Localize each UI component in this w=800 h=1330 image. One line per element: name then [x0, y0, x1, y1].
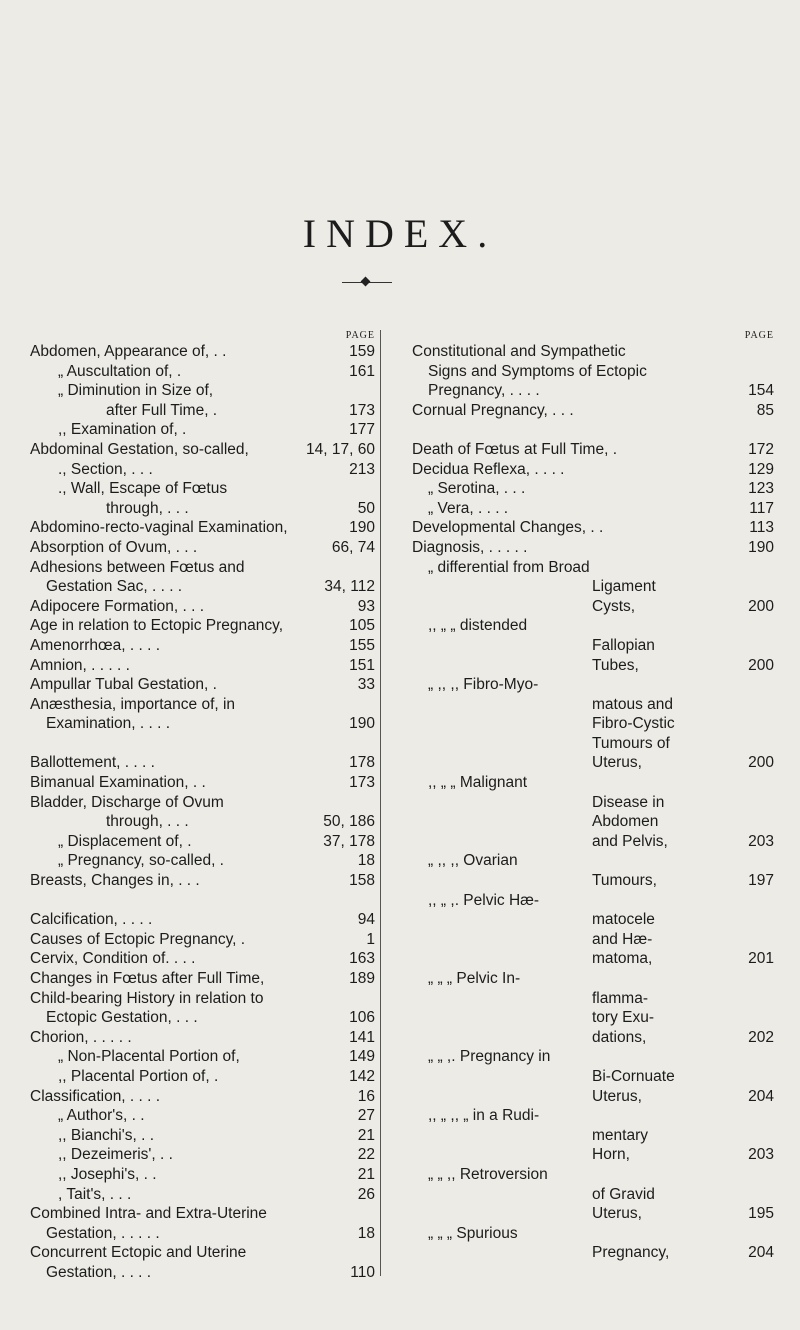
index-entry	[412, 949, 774, 969]
index-entry	[412, 910, 774, 930]
index-entry	[30, 1165, 375, 1185]
index-entry-page: 1	[366, 930, 375, 948]
index-entry-text: „ differential from Broad	[428, 558, 590, 576]
index-entry-text: Horn,	[592, 1146, 630, 1164]
index-entry	[412, 695, 774, 715]
index-entry-page: 163	[349, 950, 375, 968]
index-entry	[30, 1047, 375, 1067]
index-entry	[30, 695, 375, 715]
index-entry	[30, 1185, 375, 1205]
index-entry	[412, 460, 774, 480]
index-entry	[30, 930, 375, 950]
index-entry-text: Concurrent Ectopic and Uterine	[30, 1244, 247, 1262]
index-entry-text: „ „ ,, Retroversion	[428, 1165, 548, 1183]
index-entry-text: Abdominal Gestation, so-called,	[30, 440, 249, 458]
index-entry	[30, 1126, 375, 1146]
index-entry-page: 94	[357, 911, 375, 929]
index-entry-text: „ Serotina, . . .	[428, 480, 526, 498]
index-entry-text: ,, „ „ distended	[428, 617, 528, 635]
index-entry-text: Gestation Sac, . . . .	[46, 578, 183, 596]
index-entry-text: Changes in Fœtus after Full Time,	[30, 970, 265, 987]
index-entry	[30, 1087, 375, 1107]
index-entry	[412, 1185, 774, 1205]
index-entry	[30, 734, 375, 754]
index-entry-text: „ Displacement of, .	[58, 832, 192, 850]
index-entry-page: 149	[349, 1048, 375, 1066]
index-entry-page: 21	[357, 1165, 375, 1183]
index-entry-page: 18	[357, 1224, 375, 1242]
index-entry-text: mentary	[592, 1126, 648, 1144]
index-entry-text: Pregnancy,	[592, 1244, 670, 1262]
index-entry-page: 190	[349, 519, 375, 537]
index-entry-page: 21	[357, 1126, 375, 1144]
index-entry	[412, 420, 774, 440]
index-entry	[412, 381, 774, 401]
index-entry-page: 113	[749, 519, 774, 537]
index-entry-page: 85	[756, 401, 774, 419]
index-entry-text: matous and	[592, 695, 673, 713]
index-entry-text: ,, Josephi's, . .	[58, 1165, 157, 1183]
index-entry-page: 155	[349, 636, 375, 654]
index-entry	[30, 891, 375, 911]
index-entry-text: Combined Intra- and Extra-Uterine	[30, 1205, 267, 1223]
index-entry	[412, 636, 774, 656]
index-entry-text: Gestation, . . . .	[46, 1263, 152, 1281]
page-column-label: PAGE	[345, 330, 375, 341]
index-entry	[30, 1224, 375, 1244]
index-entry-page: 33	[357, 676, 375, 694]
index-entry-page: 161	[349, 362, 375, 380]
index-entry	[30, 499, 375, 519]
index-entry-text: ., Section, . . .	[58, 460, 153, 478]
index-entry	[30, 989, 375, 1009]
index-entry-text: „ Pregnancy, so-called, .	[58, 852, 224, 870]
index-entry	[30, 871, 375, 891]
index-entry-page: 141	[349, 1028, 375, 1046]
index-entry-text: Causes of Ectopic Pregnancy, .	[30, 930, 246, 948]
index-entry-page: 151	[349, 656, 375, 674]
index-entry-text: ,, Placental Portion of, .	[58, 1067, 219, 1085]
index-entry-text: „ ,, ,, Fibro-Myo-	[428, 676, 539, 694]
index-entry-text: „ „ ,. Pregnancy in	[428, 1048, 551, 1066]
index-entry	[30, 851, 375, 871]
index-entry-page: 159	[349, 343, 375, 360]
index-entry-page: 50	[357, 499, 375, 517]
index-entry-text: ,, Examination of, .	[58, 421, 187, 439]
index-entry-text: Constitutional and Sympathetic	[412, 343, 626, 360]
index-entry	[30, 401, 375, 421]
index-entry-text: Child-bearing History in relation to	[30, 989, 264, 1007]
index-entry	[30, 1008, 375, 1028]
index-entry-text: and Hæ-	[592, 930, 653, 948]
index-entry	[30, 577, 375, 597]
index-entry-text: Ligament	[592, 578, 656, 596]
index-entry-page: 22	[357, 1146, 375, 1164]
index-entry	[30, 636, 375, 656]
index-entry-text: Bladder, Discharge of Ovum	[30, 793, 224, 811]
index-entry	[30, 753, 375, 773]
index-entry	[30, 538, 375, 558]
index-entry-page: 14, 17, 60	[306, 440, 375, 458]
index-entry	[30, 1028, 375, 1048]
index-entry-page: 213	[349, 460, 375, 478]
index-entry-page: 200	[748, 754, 774, 772]
index-entry	[30, 812, 375, 832]
index-entry	[412, 558, 774, 578]
index-entry-page: 18	[357, 852, 375, 870]
index-entry-text: Cornual Pregnancy, . . .	[412, 401, 574, 419]
index-entry-text: Abdomino-recto-vaginal Examination,	[30, 519, 288, 537]
index-entry	[412, 342, 774, 362]
index-entry-text: Tubes,	[592, 656, 639, 674]
index-entry-text: Classification, . . . .	[30, 1087, 161, 1105]
index-entry-text: Uterus,	[592, 1087, 642, 1105]
index-entry-text: Diagnosis, . . . . .	[412, 538, 528, 556]
index-entry-page: 37, 178	[323, 832, 375, 850]
index-entry-page: 203	[748, 832, 774, 850]
index-entry	[412, 773, 774, 793]
left-index-entries	[30, 342, 375, 1283]
index-entry	[30, 460, 375, 480]
index-entry	[30, 1145, 375, 1165]
index-entry	[30, 1243, 375, 1263]
index-entry-page: 27	[357, 1107, 375, 1125]
index-entry-text: „ „ „ Spurious	[428, 1224, 518, 1242]
index-entry-text: and Pelvis,	[592, 832, 668, 850]
index-entry-text: of Gravid	[592, 1185, 655, 1203]
right-index-column	[412, 330, 774, 1263]
index-entry-text: Pregnancy, . . . .	[428, 382, 540, 400]
index-entry-page: 195	[748, 1205, 774, 1223]
index-entry-page: 172	[748, 440, 774, 458]
index-entry	[30, 1204, 375, 1224]
index-entry-text: through, . . .	[106, 499, 189, 517]
index-entry-text: Ectopic Gestation, . . .	[46, 1009, 198, 1027]
index-entry-text: after Full Time, .	[106, 401, 218, 419]
index-entry	[30, 832, 375, 852]
index-entry	[412, 597, 774, 617]
index-entry-page: 197	[748, 872, 774, 890]
index-entry	[412, 793, 774, 813]
index-entry	[412, 832, 774, 852]
index-entry	[412, 538, 774, 558]
index-entry-text: „ Vera, . . . .	[428, 499, 509, 517]
index-entry-text: „ Auscultation of, .	[58, 362, 182, 380]
index-entry	[412, 989, 774, 1009]
index-entry	[30, 773, 375, 793]
index-entry-text: flamma-	[592, 989, 648, 1007]
index-entry-text: „ Non-Placental Portion of,	[58, 1048, 240, 1066]
index-entry	[30, 1263, 375, 1283]
index-entry-text: ,, Bianchi's, . .	[58, 1126, 154, 1144]
left-index-column	[30, 330, 375, 1283]
index-entry-text: ., Wall, Escape of Fœtus	[58, 480, 228, 498]
index-entry-page: 158	[349, 872, 375, 890]
index-entry-text: ,, „ „ Malignant	[428, 774, 528, 792]
index-entry-text: Cysts,	[592, 597, 636, 615]
index-entry-text: Uterus,	[592, 1205, 642, 1223]
index-entry-text: „ „ „ Pelvic In-	[428, 970, 521, 987]
index-entry-text: Developmental Changes, . .	[412, 519, 604, 537]
index-entry-text: Amenorrhœa, . . . .	[30, 636, 161, 654]
index-entry-page: 123	[748, 480, 774, 498]
index-entry	[412, 656, 774, 676]
index-entry-text: Abdomen	[592, 813, 659, 831]
index-entry-page: 106	[349, 1009, 375, 1027]
index-entry-text: Death of Fœtus at Full Time, .	[412, 440, 618, 458]
index-entry	[30, 420, 375, 440]
index-entry	[30, 1106, 375, 1126]
index-entry	[30, 949, 375, 969]
index-entry-text: Signs and Symptoms of Ectopic	[428, 362, 647, 380]
index-entry-text: „ Author's, . .	[58, 1107, 145, 1125]
index-entry	[412, 1028, 774, 1048]
index-entry	[412, 969, 774, 989]
index-entry-text: Breasts, Changes in, . . .	[30, 872, 200, 890]
index-entry-text: Fibro-Cystic	[592, 715, 675, 733]
index-entry	[412, 362, 774, 382]
index-entry	[412, 1008, 774, 1028]
index-entry-text: Abdomen, Appearance of, . .	[30, 343, 227, 360]
index-entry	[412, 440, 774, 460]
index-entry-text: Bimanual Examination, . .	[30, 774, 206, 792]
index-entry	[30, 910, 375, 930]
index-entry-page: 200	[748, 597, 774, 615]
index-entry	[412, 675, 774, 695]
index-entry	[412, 1224, 774, 1244]
index-entry-page: 34, 112	[324, 578, 375, 596]
right-index-entries	[412, 342, 774, 1263]
index-entry-text: ,, „ ,, „ in a Rudi-	[428, 1107, 540, 1125]
index-entry	[30, 440, 375, 460]
index-entry	[412, 401, 774, 421]
index-entry-page: 142	[349, 1067, 375, 1085]
index-entry	[30, 1067, 375, 1087]
page-title: INDEX.	[302, 211, 498, 256]
index-entry-text: ,, Dezeimeris', . .	[58, 1146, 173, 1164]
index-entry-text: Age in relation to Ectopic Pregnancy,	[30, 617, 284, 635]
page-column-label: PAGE	[744, 330, 774, 341]
index-entry	[30, 362, 375, 382]
index-entry-text: Ampullar Tubal Gestation, .	[30, 676, 217, 694]
index-entry-text: Chorion, . . . . .	[30, 1028, 132, 1046]
index-entry-page: 105	[349, 617, 375, 635]
index-entry	[412, 1243, 774, 1263]
index-entry-page: 173	[349, 401, 375, 419]
index-entry-page: 200	[748, 656, 774, 674]
index-entry	[412, 930, 774, 950]
index-entry	[412, 812, 774, 832]
index-entry-page: 189	[349, 970, 375, 987]
index-entry-text: Absorption of Ovum, . . .	[30, 538, 198, 556]
index-entry-text: Gestation, . . . . .	[46, 1224, 160, 1242]
index-entry	[412, 1106, 774, 1126]
index-entry-page: 50, 186	[323, 813, 375, 831]
index-entry	[30, 342, 375, 362]
index-entry-page: 154	[748, 382, 774, 400]
index-entry-text: Cervix, Condition of. . . .	[30, 950, 196, 968]
index-entry	[412, 1165, 774, 1185]
index-entry	[30, 518, 375, 538]
index-entry	[412, 499, 774, 519]
index-entry-text: through, . . .	[106, 813, 189, 831]
index-entry-text: matocele	[592, 911, 655, 929]
index-entry-page: 203	[748, 1146, 774, 1164]
index-entry	[412, 479, 774, 499]
index-entry	[412, 871, 774, 891]
index-entry-page: 204	[748, 1087, 774, 1105]
index-entry-text: „ Diminution in Size of,	[58, 382, 214, 400]
index-entry-text: Ballottement, . . . .	[30, 754, 155, 772]
index-entry	[412, 518, 774, 538]
index-entry-page: 178	[349, 754, 375, 772]
index-entry-text: Tumours of	[592, 734, 670, 752]
index-entry	[412, 616, 774, 636]
index-entry-text: Bi-Cornuate	[592, 1067, 675, 1085]
index-entry-text: ,, „ ,. Pelvic Hæ-	[428, 891, 540, 909]
index-entry-text: matoma,	[592, 950, 653, 968]
index-entry-text: Fallopian	[592, 636, 655, 654]
index-entry	[30, 597, 375, 617]
index-entry	[412, 1126, 774, 1146]
index-entry-page: 190	[349, 715, 375, 733]
index-entry-page: 26	[357, 1185, 375, 1203]
index-entry-text: Amnion, . . . . .	[30, 656, 130, 674]
index-entry	[30, 969, 375, 989]
index-entry-text: Calcification, . . . .	[30, 911, 153, 929]
index-entry-page: 204	[748, 1244, 774, 1262]
index-entry-page: 66, 74	[331, 538, 375, 556]
index-entry-text: Uterus,	[592, 754, 642, 772]
index-entry-text: Disease in	[592, 793, 665, 811]
index-entry	[412, 714, 774, 734]
index-entry	[30, 381, 375, 401]
index-entry	[412, 734, 774, 754]
index-entry	[30, 479, 375, 499]
index-entry	[412, 577, 774, 597]
index-entry-page: 173	[349, 774, 375, 792]
index-entry-text: , Tait's, . . .	[58, 1185, 132, 1203]
index-entry-text: „ ,, ,, Ovarian	[428, 852, 518, 870]
index-entry-page: 202	[748, 1028, 774, 1046]
index-entry-page: 93	[357, 597, 375, 615]
index-entry-page: 190	[748, 538, 774, 556]
index-entry	[30, 656, 375, 676]
index-entry	[412, 891, 774, 911]
index-entry-text: Adhesions between Fœtus and	[30, 558, 245, 576]
index-entry-page: 129	[748, 460, 774, 478]
index-entry	[30, 616, 375, 636]
index-entry	[412, 753, 774, 773]
index-entry	[412, 1145, 774, 1165]
index-entry-text: dations,	[592, 1028, 647, 1046]
index-entry	[412, 1067, 774, 1087]
index-entry-page: 177	[349, 421, 375, 439]
diamond-ornament-icon	[361, 277, 371, 287]
index-entry	[412, 1087, 774, 1107]
index-entry	[412, 851, 774, 871]
index-entry	[30, 793, 375, 813]
index-entry	[30, 714, 375, 734]
index-entry-text: Tumours,	[592, 872, 657, 890]
index-entry	[30, 675, 375, 695]
index-entry-text: Adipocere Formation, . . .	[30, 597, 205, 615]
index-entry	[412, 1047, 774, 1067]
column-divider	[380, 330, 381, 1276]
index-entry-page: 110	[350, 1263, 375, 1281]
index-entry-page: 16	[357, 1087, 375, 1105]
index-entry-text: tory Exu-	[592, 1009, 655, 1027]
index-entry	[30, 558, 375, 578]
index-entry	[412, 1204, 774, 1224]
index-entry-page: 201	[748, 950, 774, 968]
index-entry-text: Examination, . . . .	[46, 715, 171, 733]
index-entry-text: Anæsthesia, importance of, in	[30, 695, 236, 713]
index-entry-text: Decidua Reflexa, . . . .	[412, 460, 565, 478]
index-entry-page: 117	[749, 499, 774, 517]
